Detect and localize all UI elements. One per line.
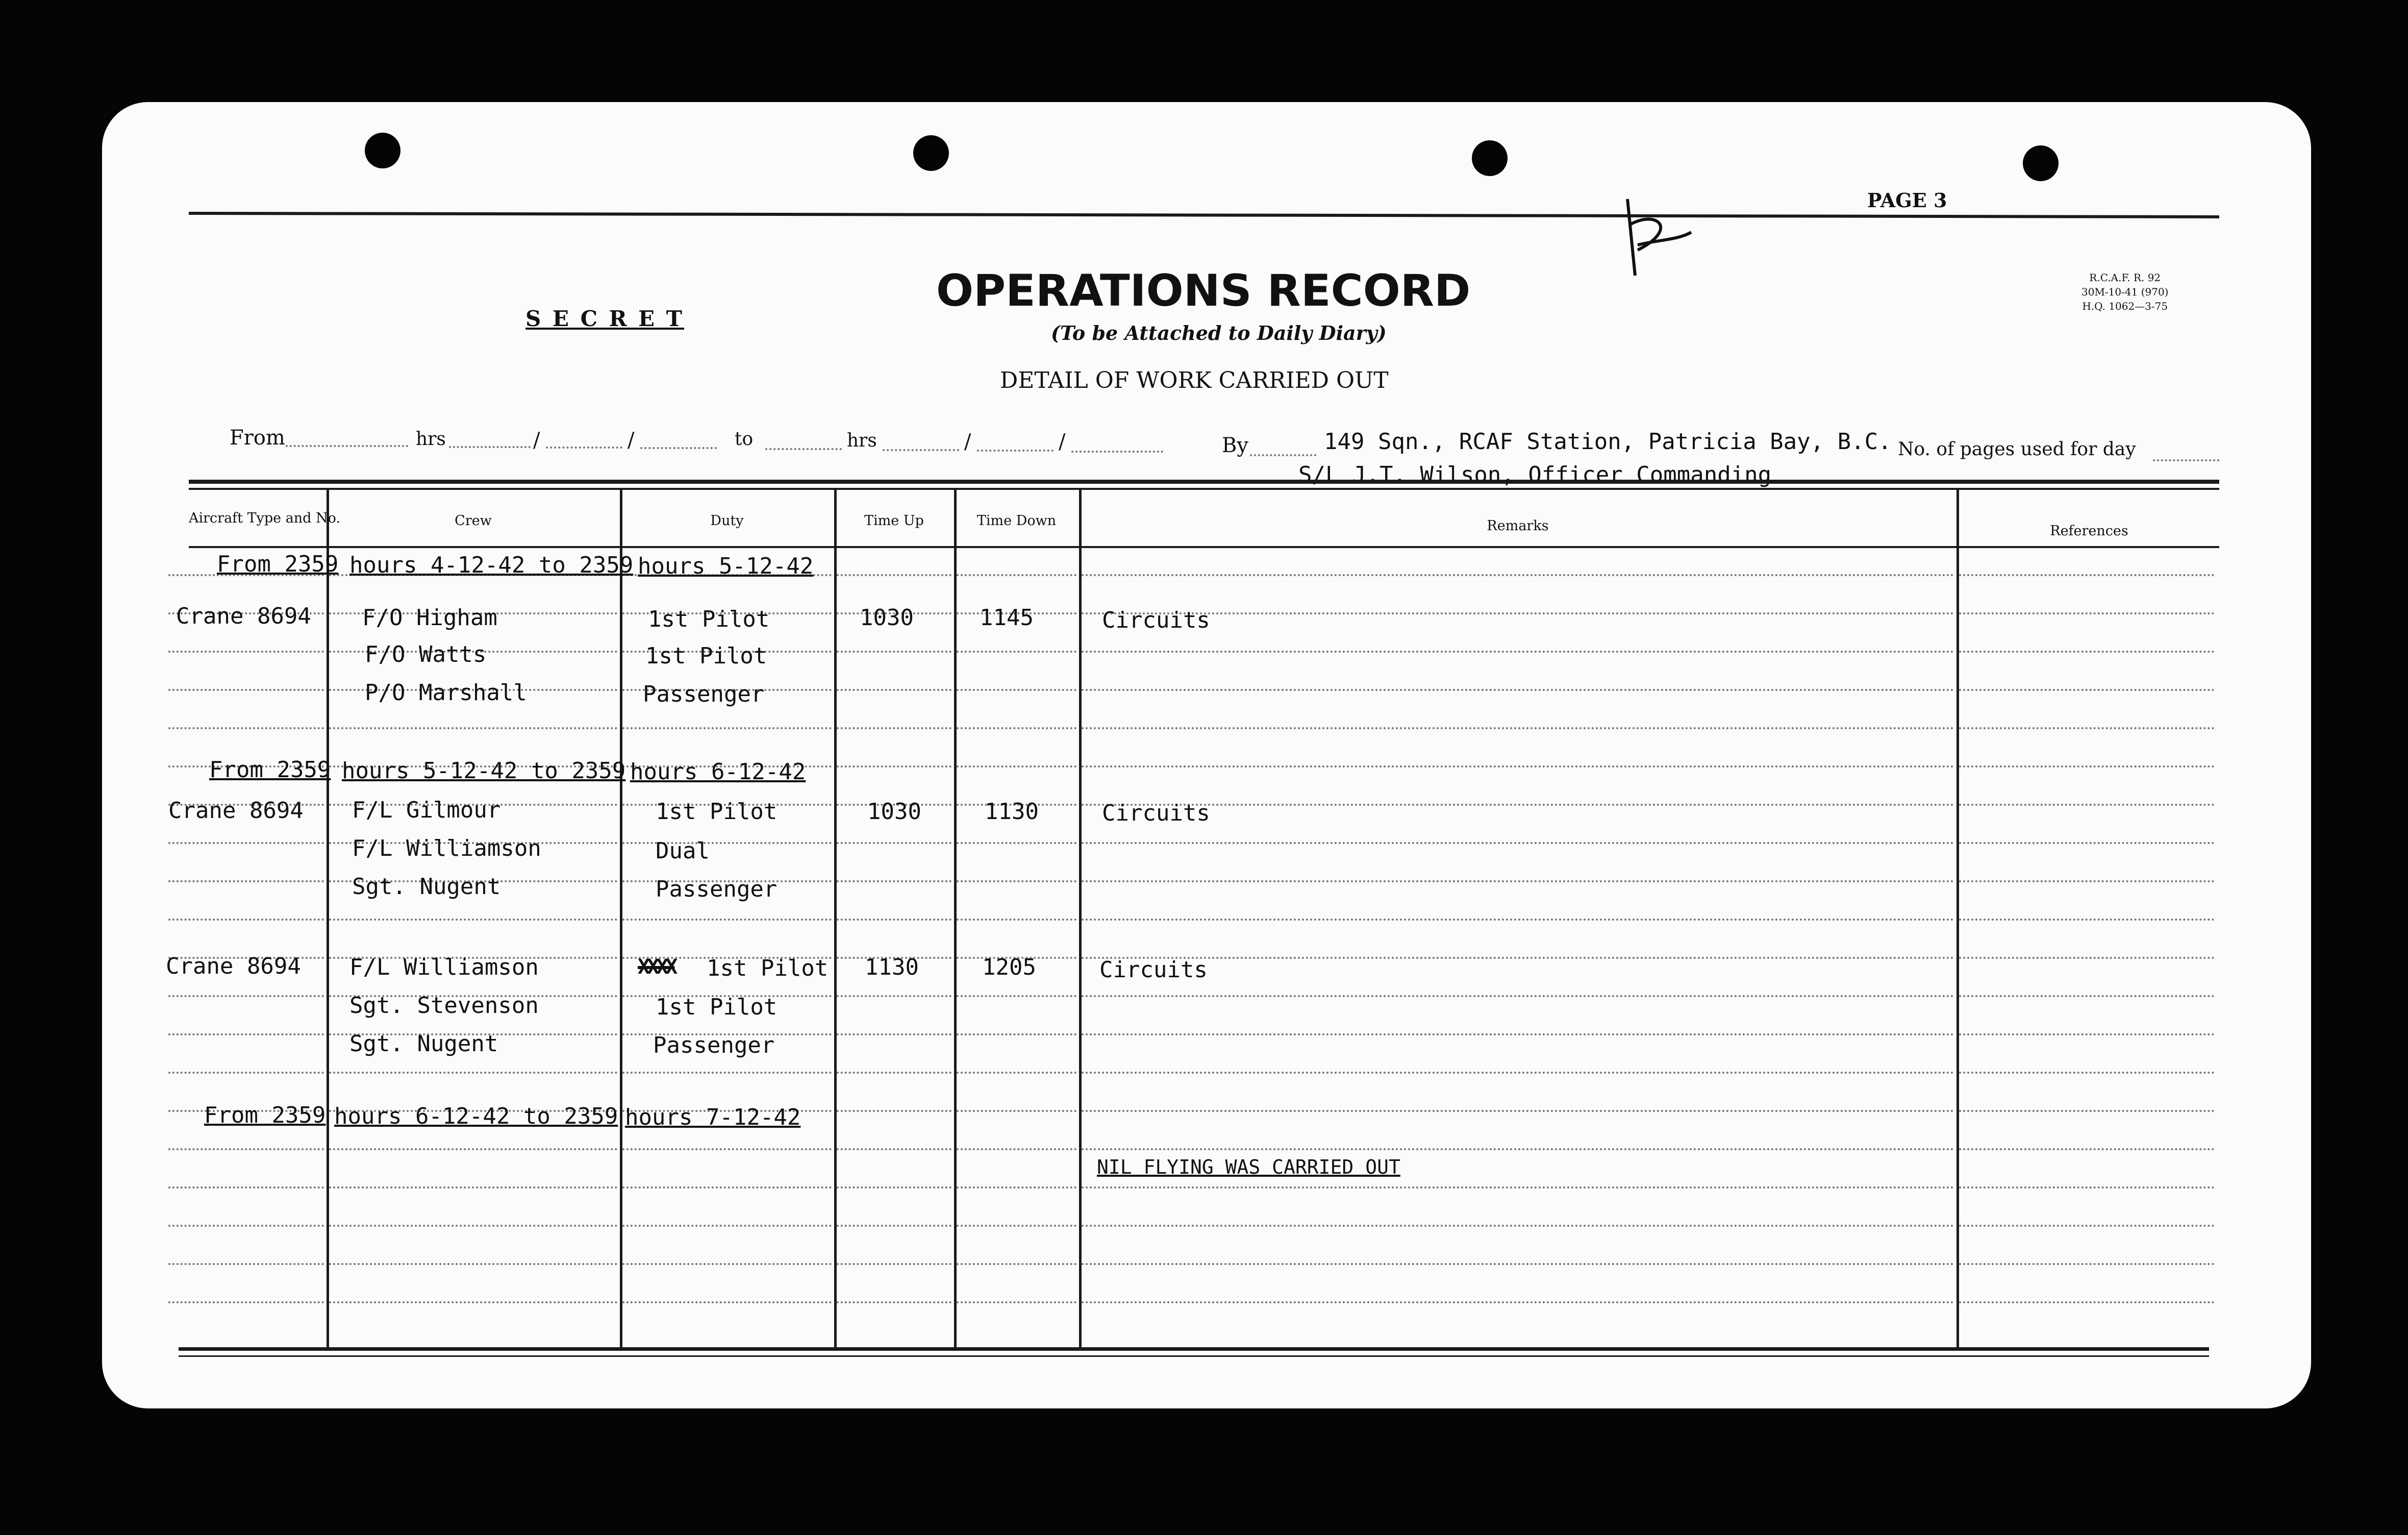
- page-number: PAGE 3: [1867, 189, 1947, 212]
- binder-hole: [1472, 140, 1508, 176]
- crew-name: Sgt. Nugent: [349, 1031, 498, 1057]
- crew-duty: Passenger: [653, 1032, 775, 1058]
- ruled-line: [1082, 1186, 1954, 1189]
- ruled-line: [1082, 880, 1954, 882]
- pages-used-label: No. of pages used for day: [1898, 439, 2136, 460]
- period-range: hours 6-12-42 to 2359: [334, 1103, 618, 1129]
- period-from: From 2359: [217, 551, 339, 577]
- ruled-line: [168, 919, 324, 921]
- ruled-line: [837, 1033, 951, 1035]
- ruled-line: [837, 727, 951, 729]
- crew-name: Sgt. Nugent: [352, 874, 501, 900]
- crew-name: F/L Williamson: [349, 954, 539, 980]
- ruled-line: [1959, 1033, 2214, 1035]
- ruled-line: [837, 1148, 951, 1150]
- dotted-field: [2153, 459, 2219, 461]
- ruled-line: [1959, 689, 2214, 691]
- ruled-line: [1959, 880, 2214, 882]
- period-end: hours 5-12-42: [638, 553, 814, 579]
- ruled-line: [837, 1186, 951, 1189]
- struck-out-text: XXXX: [638, 955, 675, 979]
- to-label: to: [735, 429, 754, 450]
- ruled-line: [622, 727, 832, 729]
- crew-name: Sgt. Stevenson: [349, 993, 539, 1019]
- ruled-line: [168, 1225, 324, 1227]
- ruled-line: [957, 689, 1076, 691]
- page-title: OPERATIONS RECORD: [936, 265, 1471, 316]
- ruled-line: [622, 919, 832, 921]
- ruled-line: [957, 1033, 1076, 1035]
- ruled-line: [1082, 727, 1954, 729]
- from-label: From: [230, 426, 285, 450]
- binder-hole: [2023, 145, 2059, 181]
- ruled-line: [168, 1072, 324, 1074]
- form-reference: [2081, 270, 2168, 313]
- ruled-line: [1082, 1225, 1954, 1227]
- ruled-line: [1082, 1110, 1954, 1112]
- ruled-line: [1082, 1072, 1954, 1074]
- ruled-line: [957, 1110, 1076, 1112]
- table-bottom-rule: [179, 1347, 2209, 1351]
- ruled-line: [837, 1225, 951, 1227]
- aircraft: Crane 8694: [166, 953, 301, 979]
- ruled-line: [1959, 957, 2214, 959]
- table-top-rule: [189, 488, 2219, 490]
- time-up: 1130: [865, 954, 919, 980]
- period-end: hours 7-12-42: [625, 1104, 801, 1130]
- dotted-field: [546, 447, 622, 449]
- ruled-line: [957, 651, 1076, 653]
- column-header: Crew: [455, 513, 492, 529]
- aircraft: Crane 8694: [176, 603, 311, 629]
- table-top-rule: [189, 480, 2219, 484]
- period-range: hours 4-12-42 to 2359: [349, 552, 634, 578]
- ruled-line: [1959, 1301, 2214, 1303]
- record-card: [102, 102, 2311, 1408]
- ruled-line: [168, 1263, 324, 1265]
- ruled-line: [1082, 804, 1954, 806]
- ruled-line: [957, 1263, 1076, 1265]
- slash-mark: /: [1059, 430, 1066, 454]
- table-bottom-rule: [179, 1355, 2209, 1357]
- crew-name: F/L Gilmour: [352, 797, 501, 823]
- crew-duty: 1st Pilot: [656, 799, 777, 825]
- crew-name: P/O Marshall: [365, 680, 527, 706]
- ruled-line: [1082, 995, 1954, 997]
- ruled-line: [957, 727, 1076, 729]
- ruled-line: [1082, 842, 1954, 844]
- ruled-line: [1959, 1263, 2214, 1265]
- aircraft: Crane 8694: [168, 798, 304, 824]
- ruled-line: [837, 919, 951, 921]
- ruled-line: [622, 1225, 832, 1227]
- ruled-line: [837, 1110, 951, 1112]
- ruled-line: [837, 1072, 951, 1074]
- officer-commanding: S/L J.T. Wilson, Officer Commanding: [1298, 462, 1772, 488]
- ruled-line: [837, 765, 951, 768]
- dotted-field: [286, 445, 408, 447]
- ruled-line: [329, 1148, 617, 1150]
- remarks: Circuits: [1102, 800, 1210, 826]
- ruled-line: [837, 880, 951, 882]
- ruled-line: [1959, 1225, 2214, 1227]
- period-from: From 2359: [209, 757, 331, 783]
- crew-name: F/O Higham: [362, 605, 497, 631]
- remarks: Circuits: [1102, 607, 1210, 633]
- hrs-label: hrs: [847, 430, 877, 451]
- form-ref-line: R.C.A.F. R. 92: [2089, 271, 2161, 284]
- ruled-line: [168, 1186, 324, 1189]
- ruled-line: [1082, 957, 1954, 959]
- slash-mark: /: [964, 430, 971, 454]
- binder-hole: [913, 135, 949, 171]
- period-range: hours 5-12-42 to 2359: [342, 758, 626, 784]
- ruled-line: [622, 1263, 832, 1265]
- ruled-line: [1959, 651, 2214, 653]
- ruled-line: [329, 1225, 617, 1227]
- ruled-line: [622, 1072, 832, 1074]
- period-from: From 2359: [204, 1102, 326, 1128]
- ruled-line: [168, 689, 324, 691]
- ruled-line: [168, 880, 324, 882]
- time-up: 1030: [860, 605, 914, 631]
- ruled-line: [329, 1072, 617, 1074]
- ruled-line: [168, 727, 324, 729]
- ruled-line: [168, 1033, 324, 1035]
- ruled-line: [837, 1301, 951, 1303]
- crew-duty: 1st Pilot: [656, 994, 777, 1020]
- ruled-line: [168, 1148, 324, 1150]
- crew-name: F/L Williamson: [352, 835, 541, 861]
- crew-duty: Passenger: [656, 876, 777, 902]
- dotted-field: [765, 448, 842, 450]
- time-down: 1130: [985, 799, 1039, 825]
- header-rule: [189, 546, 2219, 548]
- time-down: 1145: [980, 605, 1034, 631]
- ruled-line: [957, 842, 1076, 844]
- ruled-line: [1082, 1033, 1954, 1035]
- ruled-line: [1082, 689, 1954, 691]
- ruled-line: [957, 1301, 1076, 1303]
- nil-flying-note: NIL FLYING WAS CARRIED OUT: [1097, 1156, 1400, 1178]
- period-end: hours 6-12-42: [630, 759, 806, 785]
- ruled-line: [622, 1301, 832, 1303]
- ruled-line: [957, 1186, 1076, 1189]
- initials-mark: [1607, 194, 1694, 281]
- crew-duty: 1st Pilot: [707, 955, 829, 981]
- column-header: Duty: [710, 513, 744, 529]
- ruled-line: [168, 651, 324, 653]
- ruled-line: [1082, 1148, 1954, 1150]
- ruled-line: [1082, 919, 1954, 921]
- crew-duty: Dual: [656, 838, 710, 864]
- slash-mark: /: [533, 429, 540, 452]
- ruled-line: [957, 880, 1076, 882]
- ruled-line: [1959, 1186, 2214, 1189]
- ruled-line: [837, 689, 951, 691]
- ruled-line: [957, 1225, 1076, 1227]
- crew-duty: 1st Pilot: [648, 606, 770, 632]
- ruled-line: [957, 574, 1076, 576]
- ruled-line: [1959, 804, 2214, 806]
- column-header: Remarks: [1487, 518, 1549, 534]
- ruled-line: [1959, 919, 2214, 921]
- ruled-line: [1959, 765, 2214, 768]
- ruled-line: [1082, 651, 1954, 653]
- ruled-line: [957, 919, 1076, 921]
- ruled-line: [329, 1301, 617, 1303]
- unit-name: 149 Sqn., RCAF Station, Patricia Bay, B.C.: [1324, 429, 1892, 455]
- slash-mark: /: [628, 429, 635, 452]
- ruled-line: [837, 842, 951, 844]
- ruled-line: [837, 574, 951, 576]
- ruled-line: [1959, 574, 2214, 576]
- ruled-line: [168, 842, 324, 844]
- ruled-line: [1959, 1110, 2214, 1112]
- ruled-line: [329, 727, 617, 729]
- ruled-line: [837, 1263, 951, 1265]
- time-down: 1205: [982, 954, 1036, 980]
- ruled-line: [1959, 995, 2214, 997]
- ruled-line: [1959, 1072, 2214, 1074]
- crew-duty: 1st Pilot: [645, 643, 767, 669]
- ruled-line: [329, 1263, 617, 1265]
- dotted-field: [883, 449, 959, 451]
- ruled-line: [1082, 765, 1954, 768]
- ruled-line: [1082, 612, 1954, 614]
- ruled-line: [1082, 574, 1954, 576]
- by-label: By: [1222, 434, 1248, 457]
- ruled-line: [957, 1072, 1076, 1074]
- form-ref-line: H.Q. 1062—3-75: [2082, 300, 2168, 312]
- ruled-line: [1959, 727, 2214, 729]
- dotted-field: [640, 447, 717, 449]
- page-subtitle: (To be Attached to Daily Diary): [1051, 321, 1387, 344]
- column-header: References: [2050, 523, 2128, 539]
- top-rule: [189, 212, 2219, 218]
- dotted-field: [977, 450, 1054, 452]
- dotted-field: [1071, 451, 1163, 453]
- ruled-line: [329, 919, 617, 921]
- ruled-line: [957, 765, 1076, 768]
- hrs-label: hrs: [416, 429, 446, 450]
- remarks: Circuits: [1099, 957, 1208, 983]
- ruled-line: [622, 1186, 832, 1189]
- dotted-field: [1250, 454, 1316, 456]
- binder-hole: [365, 133, 400, 168]
- ruled-line: [329, 1186, 617, 1189]
- ruled-line: [622, 842, 832, 844]
- column-header: Time Down: [976, 513, 1057, 529]
- ruled-line: [1082, 1301, 1954, 1303]
- crew-duty: Passenger: [643, 681, 765, 707]
- ruled-line: [1959, 1148, 2214, 1150]
- ruled-line: [1959, 612, 2214, 614]
- column-header: Time Up: [864, 513, 924, 529]
- crew-name: F/O Watts: [365, 641, 487, 667]
- ruled-line: [1082, 1263, 1954, 1265]
- time-up: 1030: [867, 799, 921, 825]
- secret-label: S E C R E T: [525, 306, 685, 331]
- detail-heading: DETAIL OF WORK CARRIED OUT: [1000, 367, 1389, 393]
- dotted-field: [449, 446, 531, 448]
- ruled-line: [622, 1148, 832, 1150]
- ruled-line: [168, 995, 324, 997]
- column-header: Aircraft Type and No.: [189, 510, 341, 526]
- ruled-line: [1959, 842, 2214, 844]
- ruled-line: [957, 995, 1076, 997]
- form-ref-line: 30M-10-41 (970): [2081, 286, 2169, 298]
- ruled-line: [837, 651, 951, 653]
- ruled-line: [168, 1301, 324, 1303]
- ruled-line: [837, 995, 951, 997]
- ruled-line: [957, 1148, 1076, 1150]
